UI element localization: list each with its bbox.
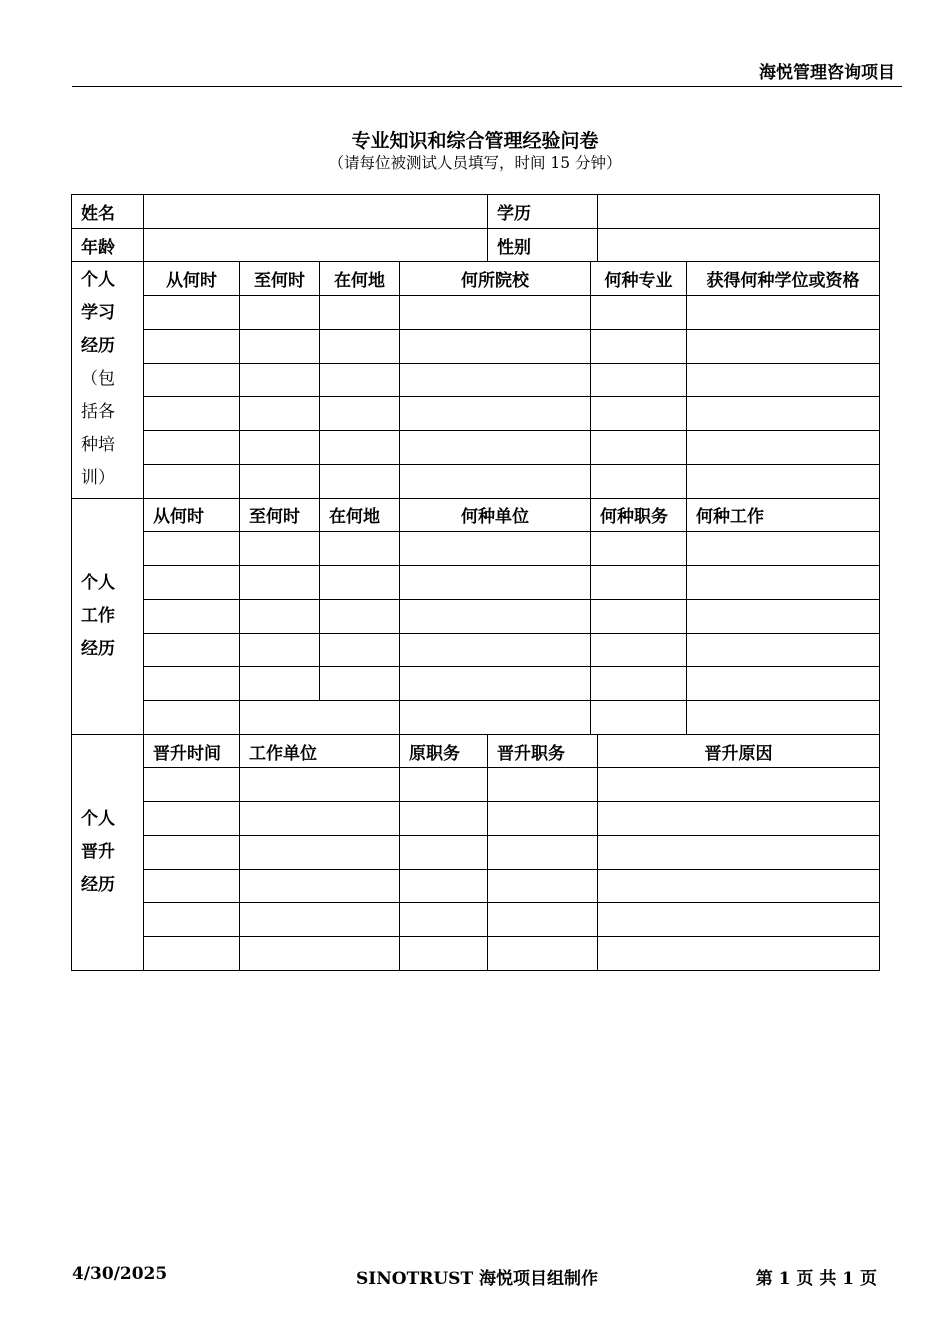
study-cell[interactable] bbox=[144, 464, 240, 498]
work-row bbox=[72, 633, 880, 667]
gender-label: 性别 bbox=[488, 228, 598, 262]
header-company: 海悦管理咨询项目 bbox=[759, 63, 895, 83]
work-cell[interactable] bbox=[320, 667, 400, 701]
work-col-header: 至何时 bbox=[240, 498, 320, 532]
work-label-line: 个人 bbox=[81, 572, 115, 593]
education-label: 学历 bbox=[488, 195, 598, 229]
study-cell[interactable] bbox=[687, 296, 880, 330]
study-row bbox=[72, 363, 880, 397]
work-section-label bbox=[72, 498, 144, 734]
study-cell[interactable] bbox=[240, 431, 320, 465]
study-cell[interactable] bbox=[400, 397, 591, 431]
promotion-row bbox=[72, 768, 880, 802]
study-row bbox=[72, 464, 880, 498]
promotion-row bbox=[72, 802, 880, 836]
work-cell[interactable] bbox=[400, 633, 591, 667]
promotion-row bbox=[72, 869, 880, 903]
study-cell[interactable] bbox=[400, 464, 591, 498]
study-cell[interactable] bbox=[591, 329, 687, 363]
name-field[interactable] bbox=[144, 195, 488, 229]
promotion-row bbox=[72, 937, 880, 971]
work-cell[interactable] bbox=[400, 532, 591, 566]
work-cell[interactable] bbox=[687, 566, 880, 600]
promotion-label-line: 经历 bbox=[81, 874, 115, 895]
work-cell[interactable] bbox=[144, 532, 240, 566]
study-label-line: 学习 bbox=[81, 303, 115, 324]
study-cell[interactable] bbox=[144, 397, 240, 431]
work-col-header: 何种职务 bbox=[591, 498, 687, 532]
promotion-cell[interactable] bbox=[598, 835, 880, 869]
work-col-header: 何种工作 bbox=[687, 498, 880, 532]
promotion-cell[interactable] bbox=[144, 802, 240, 836]
promotion-label-line: 个人 bbox=[81, 808, 115, 829]
study-cell[interactable] bbox=[320, 296, 400, 330]
study-cell[interactable] bbox=[687, 431, 880, 465]
study-row bbox=[72, 431, 880, 465]
promotion-cell[interactable] bbox=[144, 768, 240, 802]
study-cell[interactable] bbox=[320, 464, 400, 498]
study-col-header: 从何时 bbox=[144, 262, 240, 296]
work-col-header: 在何地 bbox=[320, 498, 400, 532]
education-field[interactable] bbox=[598, 195, 880, 229]
study-cell[interactable] bbox=[400, 431, 591, 465]
study-cell[interactable] bbox=[240, 464, 320, 498]
promotion-cell[interactable] bbox=[488, 869, 598, 903]
study-cell[interactable] bbox=[240, 397, 320, 431]
work-cell[interactable] bbox=[240, 599, 320, 633]
promotion-cell[interactable] bbox=[400, 835, 488, 869]
study-cell[interactable] bbox=[591, 464, 687, 498]
promotion-cell[interactable] bbox=[240, 835, 400, 869]
header-rule bbox=[72, 86, 902, 87]
study-cell[interactable] bbox=[687, 329, 880, 363]
study-col-header: 何种专业 bbox=[591, 262, 687, 296]
work-cell[interactable] bbox=[320, 599, 400, 633]
promotion-row bbox=[72, 903, 880, 937]
promotion-cell[interactable] bbox=[240, 768, 400, 802]
study-section-label bbox=[72, 262, 144, 498]
work-cell[interactable] bbox=[240, 633, 320, 667]
promotion-section-label bbox=[72, 734, 144, 970]
study-cell[interactable] bbox=[591, 363, 687, 397]
work-label-line: 经历 bbox=[81, 638, 115, 659]
work-cell[interactable] bbox=[400, 701, 591, 735]
study-cell[interactable] bbox=[591, 431, 687, 465]
promotion-cell[interactable] bbox=[400, 903, 488, 937]
work-cell[interactable] bbox=[144, 566, 240, 600]
promotion-col-header: 晋升时间 bbox=[144, 734, 240, 768]
study-label-line: 个人 bbox=[81, 270, 115, 291]
work-cell[interactable] bbox=[591, 532, 687, 566]
study-label-line: （包 bbox=[81, 369, 115, 390]
promotion-cell[interactable] bbox=[400, 869, 488, 903]
work-row bbox=[72, 667, 880, 701]
promotion-cell[interactable] bbox=[598, 768, 880, 802]
study-cell[interactable] bbox=[687, 397, 880, 431]
name-label: 姓名 bbox=[72, 195, 144, 229]
work-cell[interactable] bbox=[320, 566, 400, 600]
study-cell[interactable] bbox=[240, 329, 320, 363]
work-cell[interactable] bbox=[144, 633, 240, 667]
study-cell[interactable] bbox=[144, 431, 240, 465]
promotion-cell[interactable] bbox=[144, 937, 240, 971]
footer-date: 4/30/2025 bbox=[72, 1264, 168, 1284]
work-label-line: 工作 bbox=[81, 605, 115, 626]
work-cell[interactable] bbox=[687, 667, 880, 701]
study-row bbox=[72, 397, 880, 431]
work-cell[interactable] bbox=[400, 667, 591, 701]
study-cell[interactable] bbox=[240, 363, 320, 397]
study-cell[interactable] bbox=[144, 329, 240, 363]
work-row bbox=[72, 599, 880, 633]
promotion-cell[interactable] bbox=[488, 768, 598, 802]
promotion-cell[interactable] bbox=[598, 903, 880, 937]
promotion-cell[interactable] bbox=[240, 802, 400, 836]
work-cell[interactable] bbox=[591, 633, 687, 667]
work-col-header: 何种单位 bbox=[400, 498, 591, 532]
work-cell[interactable] bbox=[320, 633, 400, 667]
document-subtitle: （请每位被测试人员填写，时间 15 分钟） bbox=[328, 154, 622, 172]
study-row bbox=[72, 329, 880, 363]
study-cell[interactable] bbox=[400, 296, 591, 330]
work-row bbox=[72, 566, 880, 600]
footer-page-number: 第 1 页 共 1 页 bbox=[755, 1269, 877, 1289]
work-cell[interactable] bbox=[400, 599, 591, 633]
study-cell[interactable] bbox=[144, 363, 240, 397]
promotion-cell[interactable] bbox=[400, 937, 488, 971]
document-title: 专业知识和综合管理经验问卷 bbox=[351, 130, 599, 152]
promotion-cell[interactable] bbox=[488, 835, 598, 869]
study-label-line: 种培 bbox=[81, 435, 115, 456]
study-col-header: 获得何种学位或资格 bbox=[687, 262, 880, 296]
gender-field[interactable] bbox=[598, 228, 880, 262]
promotion-label-line: 晋升 bbox=[81, 841, 115, 862]
study-cell[interactable] bbox=[687, 363, 880, 397]
promotion-cell[interactable] bbox=[598, 937, 880, 971]
work-cell[interactable] bbox=[687, 633, 880, 667]
promotion-cell[interactable] bbox=[488, 937, 598, 971]
work-cell[interactable] bbox=[591, 566, 687, 600]
study-cell[interactable] bbox=[591, 397, 687, 431]
promotion-cell[interactable] bbox=[598, 869, 880, 903]
study-cell[interactable] bbox=[687, 464, 880, 498]
work-cell[interactable] bbox=[591, 599, 687, 633]
work-row bbox=[72, 532, 880, 566]
work-cell[interactable] bbox=[240, 701, 400, 735]
study-cell[interactable] bbox=[320, 431, 400, 465]
promotion-cell[interactable] bbox=[144, 869, 240, 903]
study-cell[interactable] bbox=[591, 296, 687, 330]
promotion-cell[interactable] bbox=[488, 802, 598, 836]
age-label: 年龄 bbox=[72, 228, 144, 262]
work-cell[interactable] bbox=[144, 667, 240, 701]
promotion-cell[interactable] bbox=[144, 835, 240, 869]
promotion-cell[interactable] bbox=[240, 869, 400, 903]
study-cell[interactable] bbox=[144, 296, 240, 330]
work-cell[interactable] bbox=[144, 599, 240, 633]
study-cell[interactable] bbox=[320, 329, 400, 363]
work-col-header: 从何时 bbox=[144, 498, 240, 532]
work-cell[interactable] bbox=[240, 532, 320, 566]
study-col-header: 何所院校 bbox=[400, 262, 591, 296]
promotion-cell[interactable] bbox=[240, 937, 400, 971]
work-cell[interactable] bbox=[687, 599, 880, 633]
study-label-line: 括各 bbox=[81, 402, 115, 423]
promotion-row bbox=[72, 835, 880, 869]
work-cell[interactable] bbox=[240, 667, 320, 701]
study-label-line: 经历 bbox=[81, 336, 115, 357]
promotion-cell[interactable] bbox=[144, 903, 240, 937]
footer-maker: SINOTRUST 海悦项目组制作 bbox=[356, 1269, 599, 1289]
work-cell[interactable] bbox=[687, 701, 880, 735]
work-cell[interactable] bbox=[591, 667, 687, 701]
work-row bbox=[72, 701, 880, 735]
work-cell[interactable] bbox=[687, 532, 880, 566]
study-cell[interactable] bbox=[320, 397, 400, 431]
work-cell[interactable] bbox=[240, 566, 320, 600]
study-label-line: 训） bbox=[81, 468, 115, 489]
promotion-col-header: 工作单位 bbox=[240, 734, 400, 768]
work-cell[interactable] bbox=[144, 701, 240, 735]
promotion-cell[interactable] bbox=[598, 802, 880, 836]
promotion-col-header: 原职务 bbox=[400, 734, 488, 768]
promotion-cell[interactable] bbox=[400, 802, 488, 836]
age-field[interactable] bbox=[144, 228, 488, 262]
study-col-header: 在何地 bbox=[320, 262, 400, 296]
work-cell[interactable] bbox=[400, 566, 591, 600]
promotion-cell[interactable] bbox=[400, 768, 488, 802]
work-cell[interactable] bbox=[591, 701, 687, 735]
promotion-col-header: 晋升职务 bbox=[488, 734, 598, 768]
study-cell[interactable] bbox=[240, 296, 320, 330]
questionnaire-table bbox=[71, 194, 880, 971]
study-cell[interactable] bbox=[400, 329, 591, 363]
promotion-cell[interactable] bbox=[240, 903, 400, 937]
study-row bbox=[72, 296, 880, 330]
study-cell[interactable] bbox=[400, 363, 591, 397]
promotion-cell[interactable] bbox=[488, 903, 598, 937]
study-cell[interactable] bbox=[320, 363, 400, 397]
promotion-col-header: 晋升原因 bbox=[598, 734, 880, 768]
study-col-header: 至何时 bbox=[240, 262, 320, 296]
work-cell[interactable] bbox=[320, 532, 400, 566]
